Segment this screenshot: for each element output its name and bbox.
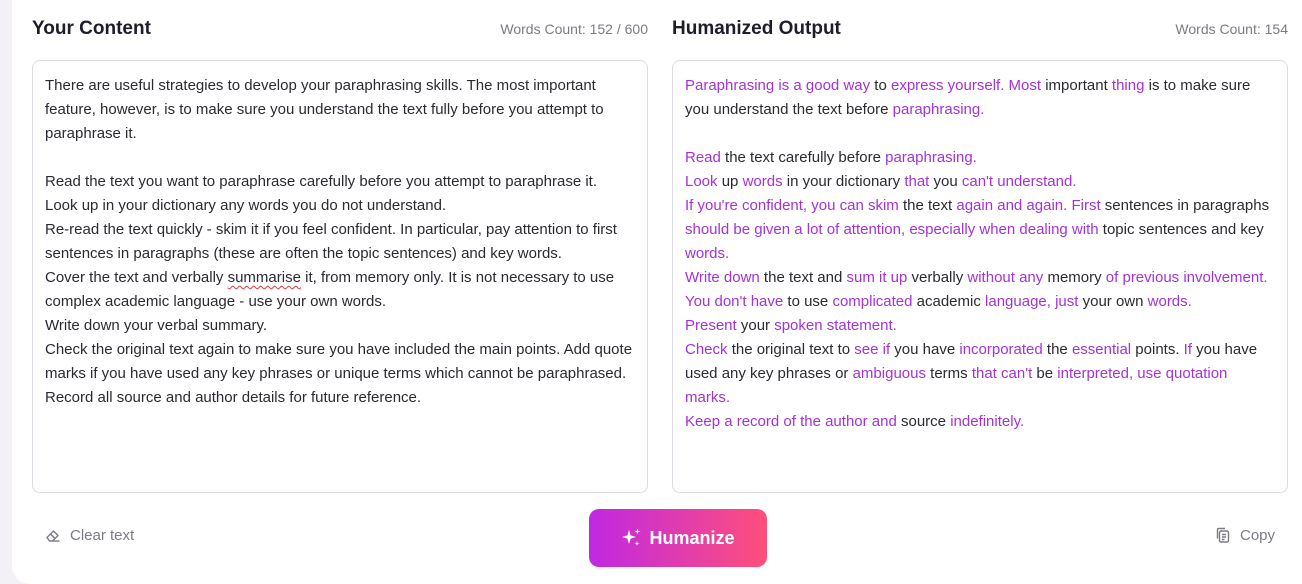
changed-phrase: words.	[1147, 293, 1192, 310]
misspelled-word: summarise	[227, 269, 301, 286]
changed-phrase: that can't	[971, 365, 1033, 382]
changed-phrase: paraphrasing.	[892, 101, 985, 118]
changed-phrase: can't understand.	[961, 173, 1077, 190]
changed-phrase: essential	[1071, 341, 1132, 358]
eraser-icon	[44, 526, 62, 544]
input-header	[32, 16, 648, 42]
humanized-output-area[interactable]	[672, 60, 1288, 493]
changed-phrase: again and again. First	[956, 197, 1101, 214]
changed-phrase: indefinitely.	[950, 413, 1025, 430]
changed-phrase: Present	[685, 317, 737, 334]
input-paragraph: Read the text you want to paraphrase carefully before you attempt to paraphrase it.	[45, 173, 597, 190]
changed-phrase: complicated	[832, 293, 913, 310]
changed-phrase: paraphrasing.	[885, 149, 977, 166]
changed-phrase: Keep a record of the author and	[685, 413, 897, 430]
changed-phrase: Paraphrasing is a good way	[685, 77, 871, 94]
output-paragraph: Paraphrasing is a good way to express yourself. Most important thing is to make sure you understand the text before paraphrasing.	[685, 77, 1251, 118]
copy-label: Copy	[1240, 526, 1276, 544]
clear-text-button[interactable]	[44, 526, 134, 544]
input-paragraph: Look up in your dictionary any words you do not understand.	[45, 197, 447, 214]
changed-phrase: If	[1183, 341, 1193, 358]
output-paragraph: Read the text carefully before paraphrasing.	[685, 149, 977, 166]
changed-phrase: express yourself. Most	[890, 77, 1042, 94]
changed-phrase: that	[904, 173, 930, 190]
changed-phrase: spoken statement.	[774, 317, 897, 334]
changed-phrase: see if	[854, 341, 891, 358]
input-paragraph: Cover the text and verbally summarise it, from memory only. It is not necessary to use complex academic language - use your own words.	[45, 269, 615, 310]
sparkles-icon	[621, 527, 643, 549]
output-paragraph: Keep a record of the author and source indefinitely.	[685, 413, 1025, 430]
humanize-label: Humanize	[649, 527, 735, 548]
output-paragraph: Check the original text to see if you have incorporated the essential points. If you have used any key phrases or ambiguous terms that can't be interpreted, use quotation marks.	[685, 341, 1258, 406]
humanize-button[interactable]	[589, 509, 767, 567]
output-paragraph: Present your spoken statement.	[685, 317, 897, 334]
input-paragraph: Write down your verbal summary.	[45, 317, 268, 334]
changed-phrase: thing	[1111, 77, 1145, 94]
output-paragraph: If you're confident, you can skim the text again and again. First sentences in paragraphs should be given a lot of attention, especially when dealing with topic sentences and key words.	[685, 197, 1270, 262]
clear-text-label: Clear text	[70, 526, 135, 544]
input-title: Your Content	[32, 18, 151, 39]
output-header	[672, 16, 1288, 42]
output-word-count: Words Count: 154	[1175, 21, 1288, 37]
input-paragraph: Re-read the text quickly - skim it if you feel confident. In particular, pay attention to first sentences in paragraphs (these are often the topic sentences) and key words.	[45, 221, 617, 262]
output-paragraph	[685, 122, 1275, 146]
changed-phrase: should be given a lot of attention, especially when dealing with	[685, 221, 1099, 238]
changed-phrase: words	[742, 173, 783, 190]
input-paragraph: There are useful strategies to develop your paraphrasing skills. The most important feature, however, is to make sure you understand the text fully before you attempt to paraphrase it.	[45, 77, 604, 142]
changed-phrase: ambiguous	[852, 365, 926, 382]
output-title: Humanized Output	[672, 18, 841, 39]
changed-phrase: If you're confident, you can skim	[685, 197, 899, 214]
output-paragraph: Look up words in your dictionary that you can't understand.	[685, 173, 1077, 190]
changed-phrase: Check	[685, 341, 728, 358]
input-paragraph: Record all source and author details for future reference.	[45, 389, 422, 406]
input-paragraph	[45, 146, 635, 170]
changed-phrase: of previous involvement. You don't have	[685, 269, 1268, 310]
content-input-textarea[interactable]	[32, 60, 648, 493]
input-word-count: Words Count: 152 / 600	[500, 21, 648, 37]
changed-phrase: interpreted, use quotation marks.	[685, 365, 1228, 406]
changed-phrase: words.	[685, 245, 730, 262]
changed-phrase: without any	[967, 269, 1044, 286]
input-paragraph: Check the original text again to make sure you have included the main points. Add quote marks if you have used any key phrases or unique terms which cannot be paraphrased.	[45, 341, 633, 382]
changed-phrase: Read	[685, 149, 721, 166]
copy-button[interactable]	[1214, 526, 1275, 544]
changed-phrase: Look	[685, 173, 718, 190]
changed-phrase: Write down	[685, 269, 760, 286]
copy-icon	[1214, 526, 1232, 544]
output-paragraph: Write down the text and sum it up verbally without any memory of previous involvement. You don't have to use complicated academic language, just your own words.	[685, 269, 1268, 310]
changed-phrase: sum it up	[846, 269, 908, 286]
changed-phrase: incorporated	[959, 341, 1043, 358]
changed-phrase: language, just	[985, 293, 1079, 310]
